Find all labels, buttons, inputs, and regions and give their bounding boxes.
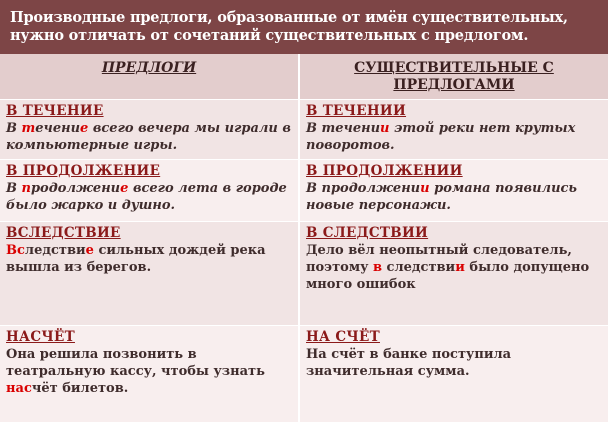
header-nouns-with-prepositions — [300, 54, 608, 100]
header-prepositions — [0, 54, 300, 100]
preposition-heading: НАСЧЁТ — [6, 329, 75, 345]
example-sentence: В течении этой реки нет крутых поворотов. — [306, 121, 576, 153]
preposition-heading: ВСЛЕДСТВИЕ — [6, 225, 121, 241]
title-line-2: нужно отличать от сочетаний существительных с предлогом. — [10, 27, 529, 44]
noun-heading: В ПРОДОЛЖЕНИИ — [306, 163, 463, 179]
example-sentence: В продолжение всего лета в городе было жарко и душно. — [6, 181, 287, 213]
example-sentence: Она решила позвонить в театральную кассу, чтобы узнать насчёт билетов. — [6, 347, 265, 396]
example-sentence: Вследствие сильных дождей река вышла из берегов. — [6, 243, 266, 275]
table-cell-preposition-4 — [0, 326, 300, 423]
table-cell-noun-2 — [300, 160, 608, 222]
title-line-1: Производные предлоги, образованные от имён существительных, — [10, 9, 568, 26]
header-right-line-1: СУЩЕСТВИТЕЛЬНЫЕ С — [354, 60, 554, 76]
table-cell-preposition-1 — [0, 100, 300, 160]
header-right-line-2: ПРЕДЛОГАМИ — [393, 77, 515, 93]
table-cell-noun-1 — [300, 100, 608, 160]
header-left-label: ПРЕДЛОГИ — [101, 60, 197, 76]
noun-heading: НА СЧЁТ — [306, 329, 380, 345]
comparison-table — [0, 54, 608, 423]
noun-heading: В СЛЕДСТВИИ — [306, 225, 429, 241]
example-sentence: В продолжении романа появились новые персонажи. — [306, 181, 578, 213]
table-cell-preposition-3 — [0, 222, 300, 326]
slide-title — [0, 0, 608, 54]
preposition-heading: В ТЕЧЕНИЕ — [6, 103, 104, 119]
preposition-heading: В ПРОДОЛЖЕНИЕ — [6, 163, 161, 179]
example-sentence: На счёт в банке поступила значительная сумма. — [306, 347, 512, 379]
example-sentence: Дело вёл неопытный следователь, поэтому в следствии было допущено много ошибок — [306, 243, 590, 292]
table-cell-preposition-2 — [0, 160, 300, 222]
noun-heading: В ТЕЧЕНИИ — [306, 103, 407, 119]
example-sentence: В течение всего вечера мы играли в компьютерные игры. — [6, 121, 291, 153]
table-cell-noun-3 — [300, 222, 608, 326]
table-cell-noun-4 — [300, 326, 608, 423]
